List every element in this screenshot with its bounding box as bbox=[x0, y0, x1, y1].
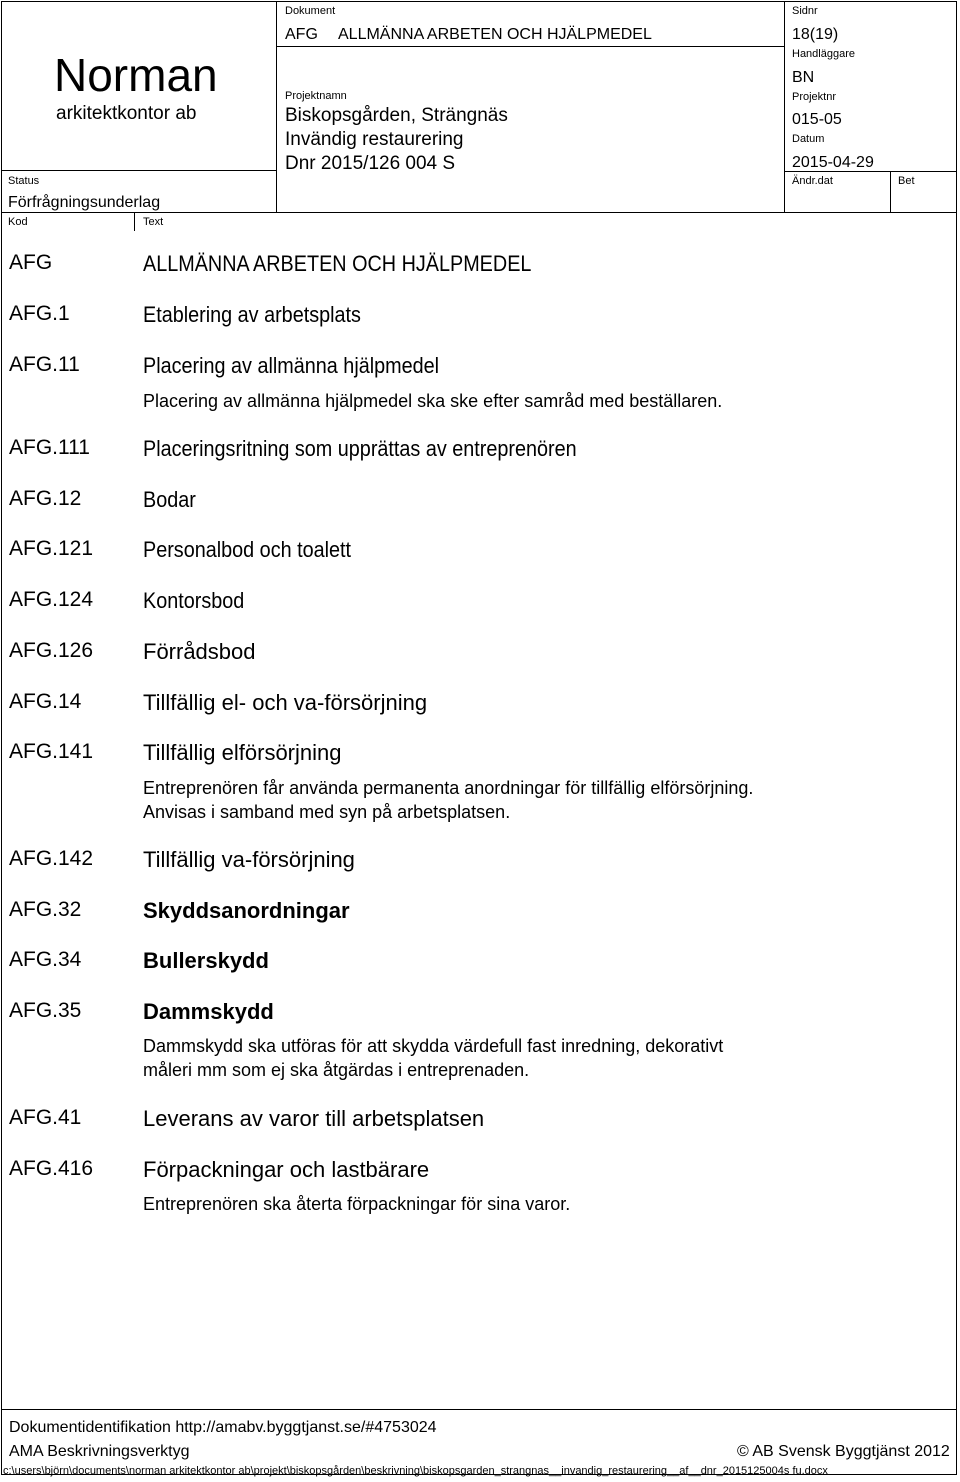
entry-heading: Tillfällig elförsörjning bbox=[143, 740, 342, 765]
dokument-bottom-rule bbox=[276, 46, 784, 47]
logo-name: Norman bbox=[54, 49, 218, 101]
entry-code: AFG.41 bbox=[9, 1106, 82, 1129]
sidnr-value: 18(19) bbox=[792, 26, 839, 43]
entry-code: AFG.141 bbox=[9, 740, 94, 763]
entry-heading: Förrådsbod bbox=[143, 639, 256, 664]
projektnr-value: 015-05 bbox=[792, 111, 842, 128]
entry-heading: Placeringsritning som upprättas av entreprenören bbox=[143, 436, 577, 461]
logo-bottom-rule bbox=[1, 170, 276, 171]
projektnamn-label: Projektnamn bbox=[285, 90, 347, 102]
col-divider-1 bbox=[276, 1, 277, 213]
entry-code: AFG.142 bbox=[9, 847, 94, 870]
projektnamn-line-1: Biskopsgården, Strängnäs bbox=[285, 105, 508, 126]
entry-heading: Bodar bbox=[143, 487, 196, 512]
footer-file-path: c:\users\björn\documents\norman arkitektkontor ab\projekt\biskopsgården\beskrivning\biskopsgarden_strangnas__invandig_restaurering__af__dnr_2015125004s fu.docx bbox=[3, 1465, 828, 1477]
entry-code: AFG.11 bbox=[9, 353, 80, 376]
entry-code: AFG.14 bbox=[9, 690, 82, 713]
col-divider-3 bbox=[890, 171, 891, 213]
entry-heading: Etablering av arbetsplats bbox=[143, 302, 361, 327]
dokument-label: Dokument bbox=[285, 5, 336, 17]
entry-code: AFG.126 bbox=[9, 639, 94, 662]
entry-heading: Personalbod och toalett bbox=[143, 537, 352, 562]
entry-text: måleri mm som ej ska åtgärdas i entreprenaden. bbox=[143, 1060, 530, 1080]
col-divider-2 bbox=[784, 1, 785, 213]
header-bottom-rule bbox=[1, 212, 957, 213]
andr-dat-label: Ändr.dat bbox=[792, 175, 833, 187]
entry-heading: Bullerskydd bbox=[143, 948, 269, 973]
kod-text-divider bbox=[134, 213, 135, 231]
entry-text: Entreprenören får använda permanenta anordningar för tillfällig elförsörjning. bbox=[143, 778, 754, 798]
handlaggare-value: BN bbox=[792, 69, 815, 86]
projektnamn-line-3: Dnr 2015/126 004 S bbox=[285, 153, 456, 174]
entry-code: AFG.35 bbox=[9, 999, 82, 1022]
entry-heading: Skyddsanordningar bbox=[143, 898, 350, 923]
sidnr-label: Sidnr bbox=[792, 5, 818, 17]
handlaggare-label: Handläggare bbox=[792, 48, 855, 60]
entry-text: Anvisas i samband med syn på arbetsplatsen. bbox=[143, 802, 511, 822]
kod-label: Kod bbox=[8, 216, 28, 228]
entry-heading: Tillfällig va-försörjning bbox=[143, 847, 355, 872]
entry-text: Entreprenören ska återta förpackningar för sina varor. bbox=[143, 1194, 571, 1214]
datum-label: Datum bbox=[792, 133, 825, 145]
dokument-title: ALLMÄNNA ARBETEN OCH HJÄLPMEDEL bbox=[338, 26, 652, 43]
dokument-code: AFG bbox=[285, 26, 318, 43]
text-label: Text bbox=[143, 216, 164, 228]
datum-value: 2015-04-29 bbox=[792, 154, 874, 171]
entry-heading: ALLMÄNNA ARBETEN OCH HJÄLPMEDEL bbox=[143, 251, 532, 276]
entry-code: AFG.121 bbox=[9, 537, 94, 560]
entry-heading: Tillfällig el- och va-försörjning bbox=[143, 690, 428, 715]
entry-code: AFG.1 bbox=[9, 302, 70, 325]
status-value: Förfrågningsunderlag bbox=[8, 194, 161, 211]
logo-subtitle: arkitektkontor ab bbox=[56, 103, 197, 124]
entry-heading: Dammskydd bbox=[143, 999, 274, 1024]
bet-label: Bet bbox=[898, 175, 915, 187]
entry-text: Placering av allmänna hjälpmedel ska ske efter samråd med beställaren. bbox=[143, 391, 723, 411]
entry-text: Dammskydd ska utföras för att skydda värdefull fast inredning, dekorativt bbox=[143, 1036, 724, 1056]
entry-heading: Leverans av varor till arbetsplatsen bbox=[143, 1106, 485, 1131]
entry-heading: Kontorsbod bbox=[143, 588, 245, 613]
footer-top-rule bbox=[1, 1409, 957, 1410]
projektnr-label: Projektnr bbox=[792, 91, 837, 103]
entry-code: AFG.34 bbox=[9, 948, 82, 971]
footer-tool: AMA Beskrivningsverktyg bbox=[9, 1443, 190, 1460]
entry-heading: Placering av allmänna hjälpmedel bbox=[143, 353, 440, 378]
entry-code: AFG.12 bbox=[9, 487, 82, 510]
footer-doc-id: Dokumentidentifikation http://amabv.byggtjanst.se/#4753024 bbox=[9, 1419, 437, 1436]
entry-code: AFG.32 bbox=[9, 898, 82, 921]
entry-code: AFG.111 bbox=[9, 436, 90, 459]
entry-heading: Förpackningar och lastbärare bbox=[143, 1157, 430, 1182]
entry-code: AFG bbox=[9, 251, 53, 274]
footer-copyright: © AB Svensk Byggtjänst 2012 bbox=[737, 1443, 950, 1460]
entry-code: AFG.416 bbox=[9, 1157, 94, 1180]
projektnamn-line-2: Invändig restaurering bbox=[285, 129, 464, 150]
entry-code: AFG.124 bbox=[9, 588, 94, 611]
status-label: Status bbox=[8, 175, 40, 187]
